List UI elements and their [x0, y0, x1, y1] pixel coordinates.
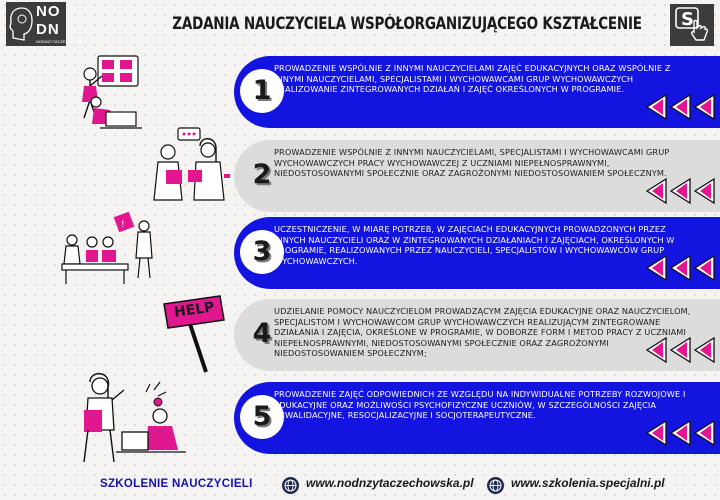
- teachers-planning-board-illustration: [70, 52, 150, 134]
- task-text-2: PROWADZENIE WSPÓLNIE Z INNYMI NAUCZYCIELAMI, SPECJALISTAMI I WYCHOWAWCAMI GRUP WYCHOWAWCZYCH PRACY WYCHOWAWCZEJ Z UCZNIAMI NIEPEŁNOSPRAWNYMI, NIEDOSTOSOWANYMI SPOŁECZNIE ORAZ ZAGROŻONYMI NIEDOSTOSOWANIEM SPOŁECZNYM.: [274, 147, 670, 179]
- triangles-icon: [644, 337, 718, 363]
- task-row-4: [234, 299, 720, 371]
- footer-link-nodn[interactable]: www.nodnzytaczechowska.pl: [306, 476, 474, 490]
- task-number-3: 3: [240, 230, 284, 274]
- triangles-icon: [644, 94, 718, 120]
- logo-line-2: DN: [36, 21, 60, 38]
- globe-icon: [282, 477, 299, 494]
- triangles-icon: [644, 255, 718, 281]
- help-sign-illustration: [160, 294, 230, 374]
- triangles-icon: [644, 420, 718, 446]
- task-row-2: [234, 140, 720, 212]
- help-sign-text: HELP: [173, 299, 216, 321]
- task-text-4: UDZIELANIE POMOCY NAUCZYCIELOM PROWADZĄCYM ZAJĘCIA EDUKACYJNE ORAZ NAUCZYCIELOM, SPECJALISTOM I WYCHOWAWCOM GRUP WYCHOWAWCZYCH REALIZUJĄCYM ZINTEGROWANE DZIAŁANIA I ZAJĘCIA, OKREŚLONE W PROGRAMIE, W DOBORZE FORM I METOD PRACY Z UCZNIAMI NIEPEŁNOSPRAWNYMI, NIEDOSTOSOWANYMI SPOŁECZNIE ORAZ ZAGROŻONYMI NIEDOSTOSOWANIEM SPOŁECZNYM;: [274, 306, 691, 359]
- footer-label: SZKOLENIE NAUCZYCIELI: [100, 478, 253, 490]
- logo-line-1: NO: [36, 3, 61, 20]
- task-number-4: 4: [252, 318, 272, 349]
- svg-text:!: !: [121, 220, 125, 230]
- footer-link-specjalni[interactable]: www.szkolenia.specjalni.pl: [511, 476, 665, 490]
- teachers-talking-illustration: [148, 126, 234, 206]
- header: [0, 0, 720, 48]
- nodn-logo[interactable]: [6, 2, 87, 46]
- task-row-3: [234, 217, 720, 289]
- specjalni-logo[interactable]: [670, 4, 714, 46]
- page-title: ZADANIA NAUCZYCIELA WSPÓŁORGANIZUJĄCEGO KSZTAŁCENIE: [172, 14, 642, 33]
- task-row-5: [234, 382, 720, 454]
- triangles-icon: [644, 178, 718, 204]
- logo-s-letter: S: [681, 9, 694, 30]
- task-text-5: PROWADZENIE ZAJĘĆ ODPOWIEDNICH ZE WZGLĘDU NA INDYWIDUALNE POTRZEBY ROZWOJOWE I EDUKACYJNE ORAZ MOŻLIWOŚCI PSYCHOFIZYCZNE UCZNIÓW, W SZCZEGÓLNOŚCI ZAJĘCIA REWALIDACYJNE, RESOCJALIZACYJNE I SOCJOTERAPEUTYCZNE.: [274, 389, 686, 421]
- task-text-3: UCZESTNICZENIE, W MIARĘ POTRZEB, W ZAJĘCIACH EDUKACYJNYCH PROWADZONYCH PRZEZ INNYCH NAUCZYCIELI ORAZ W ZINTEGROWANYCH DZIAŁANIACH I ZAJĘCIACH, OKREŚLONYCH W PROGRAMIE, REALIZOWANYCH PRZEZ NAUCZYCIELI, SPECJALISTÓW I WYCHOWAWCÓW GRUP WYCHOWAWCZYCH.: [274, 224, 675, 266]
- head-icon: [8, 6, 34, 42]
- teacher-and-student-illustration: [74, 370, 190, 466]
- task-number-5: 5: [240, 395, 284, 439]
- logo-subtitle: NODNZYTACZECHOWSKA: [36, 39, 87, 44]
- hand-s-icon: [670, 4, 714, 46]
- task-row-1: [234, 56, 720, 128]
- task-number-1: 1: [240, 69, 284, 113]
- globe-icon: [487, 477, 504, 494]
- group-meeting-illustration: [60, 206, 160, 288]
- task-number-2: 2: [252, 159, 272, 190]
- task-text-1: PROWADZENIE WSPÓLNIE Z INNYMI NAUCZYCIELAMI ZAJĘĆ EDUKACYJNYCH ORAZ WSPÓLNIE Z INNYMI NAUCZYCIELAMI, SPECJALISTAMI I WYCHOWAWCAMI GRUP WYCHOWAWCZYCH REALIZOWANIE ZINTEGROWANYCH DZIAŁAŃ I ZAJĘĆ OKREŚLONYCH W PROGRAMIE.: [274, 63, 671, 95]
